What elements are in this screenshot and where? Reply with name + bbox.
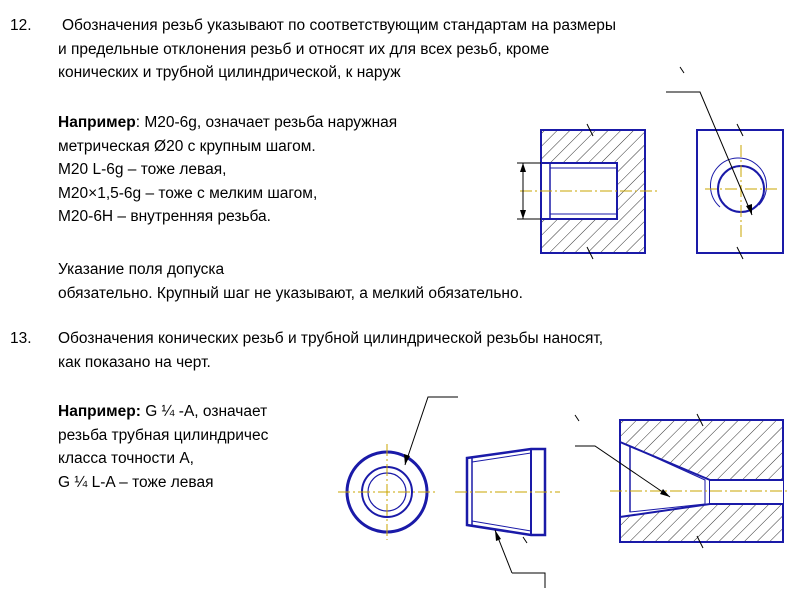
section-12-number: 12. [10, 17, 32, 34]
text-line: G ¼ L-A – тоже левая [58, 473, 214, 491]
text-line: М20×1,5-6g – тоже с мелким шагом, [58, 184, 318, 202]
text-line: обязательно. Крупный шаг не указывают, а мелкий обязательно. [58, 284, 523, 302]
text-line: и предельные отклонения резьб и относят их для всех резьб, кроме [58, 40, 550, 58]
text-line: М20-6Н – внутренняя резьба. [58, 208, 271, 225]
text-line: Обозначения конических резьб и трубной цилиндрической резьбы наносят, [58, 330, 604, 347]
pipe-thread-circle-drawing [338, 397, 458, 540]
internal-tapered-thread-section-drawing [575, 414, 790, 548]
text-line: Указание поля допуска [58, 261, 225, 278]
text-line: резьба трубная цилиндричес [58, 426, 269, 444]
external-thread-section-drawing [517, 124, 660, 259]
example-label: Например: [58, 403, 141, 420]
section-13-number: 13. [10, 330, 32, 347]
example-text: : М20-6g, означает резьба наружная [135, 114, 398, 131]
text-line: Обозначения резьб указывают по соответствующим стандартам на размеры [62, 17, 616, 34]
text-line: конических и трубной цилиндрической, к наруж [58, 64, 401, 81]
text-line: как показано на черт. [58, 353, 211, 371]
text-line: класса точности А, [58, 450, 194, 467]
example-label: Например [58, 114, 136, 131]
example-text: G ¼ -A, означает [140, 403, 268, 420]
text-line: М20 L-6g – тоже левая, [58, 161, 227, 178]
thread-front-view-drawing [666, 67, 783, 259]
text-line: метрическая Ø20 с крупным шагом. [58, 137, 316, 155]
tapered-thread-drawing [455, 449, 560, 588]
